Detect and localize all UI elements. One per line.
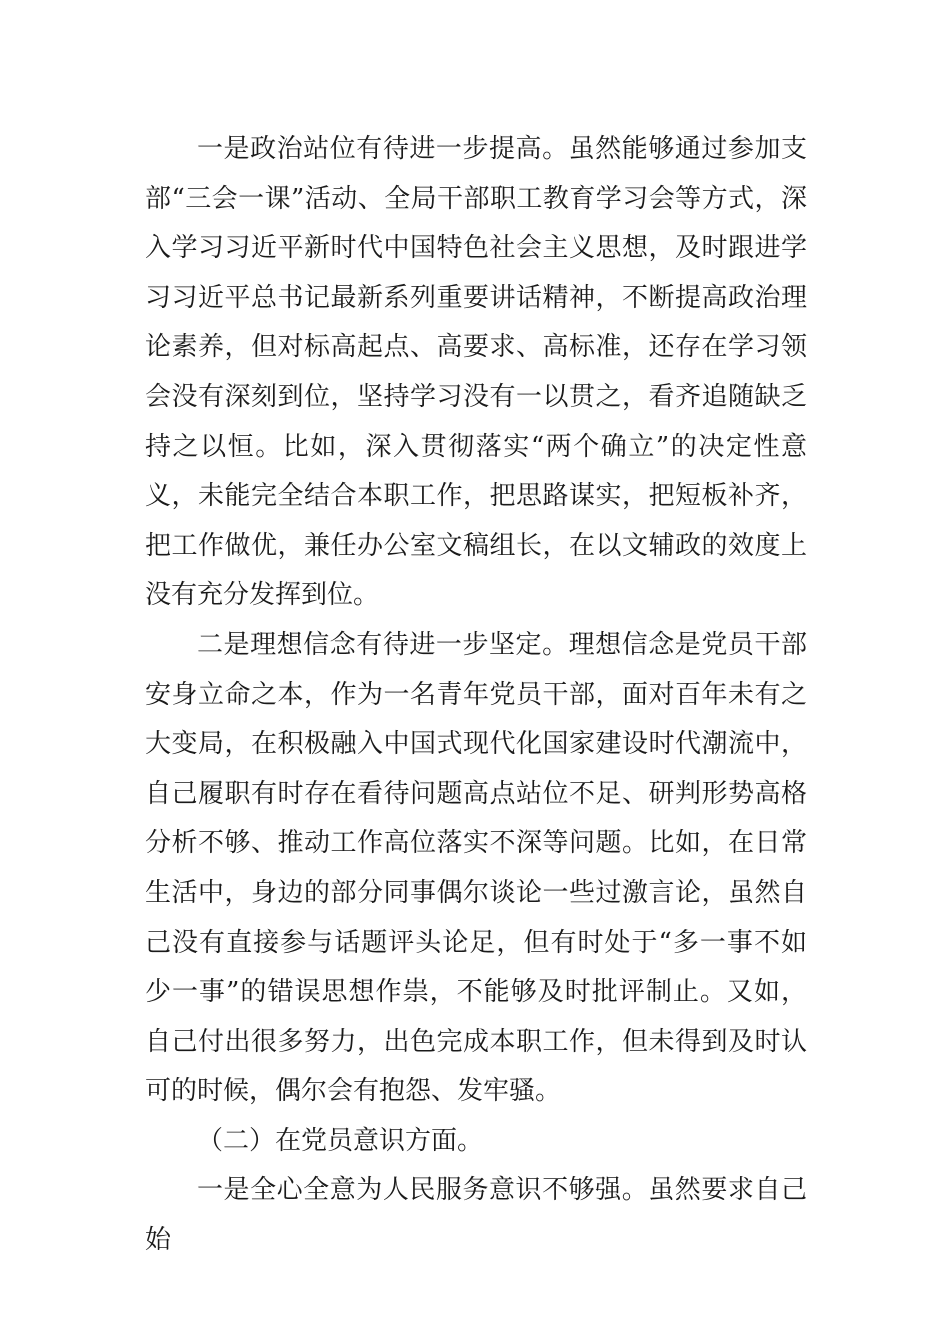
paragraph-ideals-beliefs: 二是理想信念有待进一步坚定。理想信念是党员干部安身立命之本，作为一名青年党员干部，面对百年未有之大变局，在积极融入中国式现代化国家建设时代潮流中，自己履职有时存在看待问题高点站位不足、研判形势高格分析不够、推动工作高位落实不深等问题。比如，在日常生活中，身边的部分同事偶尔谈论一些过激言论，虽然自己没有直接参与话题评头论足，但有时处于“多一事不如少一事”的错误思想作祟，不能够及时批评制止。又如，自己付出很多努力，出色完成本职工作，但未得到及时认可的时候，偶尔会有抱怨、发牢骚。 bbox=[145, 629, 807, 1107]
section-heading-party-awareness: （二）在党员意识方面。 bbox=[197, 1125, 484, 1156]
body-text bbox=[145, 125, 807, 1266]
paragraph-political-stance: 一是政治站位有待进一步提高。虽然能够通过参加支部“三会一课”活动、全局干部职工教育学习会等方式，深入学习习近平新时代中国特色社会主义思想，及时跟进学习习近平总书记最新系列重要讲话精神，不断提高政治理论素养，但对标高起点、高要求、高标准，还存在学习领会没有深刻到位，坚持学习没有一以贯之，看齐追随缺乏持之以恒。比如，深入贯彻落实“两个确立”的决定性意义，未能完全结合本职工作，把思路谋实，把短板补齐，把工作做优，兼任办公室文稿组长，在以文辅政的效度上没有充分发挥到位。 bbox=[145, 134, 807, 611]
paragraph-serve-people: 一是全心全意为人民服务意识不够强。虽然要求自己始 bbox=[145, 1175, 807, 1256]
